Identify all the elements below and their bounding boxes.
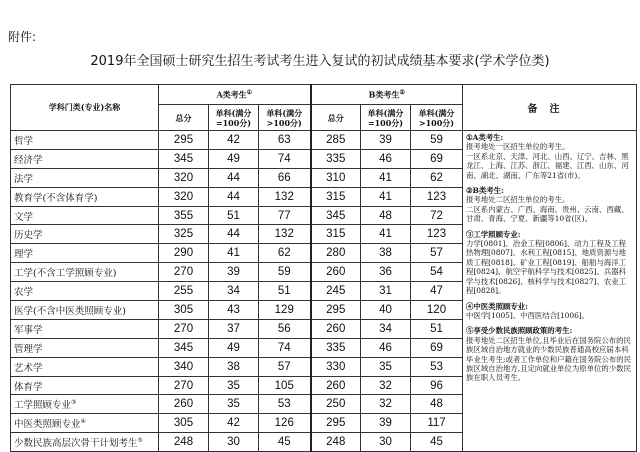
score-a-total: 340 [159,357,209,376]
score-a-low: 38 [209,357,259,376]
header-a-total: 总分 [159,105,209,131]
score-a-total: 345 [159,338,209,357]
subject-label: 医学(不含中医类照顾专业) [14,305,126,317]
score-b-low: 40 [361,301,411,320]
score-b-high: 45 [411,433,463,452]
score-a-low: 39 [209,263,259,282]
score-a-high: 77 [259,206,311,225]
score-b-low: 38 [361,244,411,263]
score-b-total: 315 [311,225,361,244]
score-b-low: 32 [361,376,411,395]
score-a-low: 44 [209,187,259,206]
score-a-high: 63 [259,131,311,150]
header-a-single-low: 单科(满分=100分) [209,105,259,131]
score-b-high: 51 [411,319,463,338]
score-a-total: 270 [159,376,209,395]
score-b-high: 123 [411,225,463,244]
score-b-low: 34 [361,319,411,338]
score-b-low: 41 [361,187,411,206]
score-b-high: 54 [411,263,463,282]
subject-cell [11,206,159,225]
note-line: 力学[0801]、冶金工程[0806]、动力工程及工程热物理[0807]、水利工程[0815]、地质资源与地质工程[0818]、矿业工程[0819]、船舶与海洋工程[0824]、航空宇航科学与技术[0825]、兵器科学与技术[0826]、核科学与技术[0827]、农业工程[0828]。 [466,239,627,296]
note-line: 二区系内蒙古、广西、海南、贵州、云南、西藏、甘肃、青海、宁夏、新疆等10省(区)。 [466,204,629,224]
subject-label: 中医类照顾专业 [14,419,81,431]
subject-cell [11,187,159,206]
score-b-high: 96 [411,376,463,395]
score-b-high: 117 [411,414,463,433]
page-title: 2019年全国硕士研究生招生考试考生进入复试的初试成绩基本要求(学术学位类) [90,54,550,69]
score-a-total: 305 [159,301,209,320]
score-b-high: 59 [411,131,463,150]
score-b-low: 32 [361,395,411,414]
score-b-high: 123 [411,187,463,206]
score-a-total: 345 [159,149,209,168]
score-a-low: 44 [209,168,259,187]
subject-label: 军事学 [14,324,43,336]
score-a-high: 66 [259,168,311,187]
score-a-high: 105 [259,376,311,395]
score-b-total: 285 [311,131,361,150]
subject-cell [11,395,159,414]
score-b-high: 48 [411,395,463,414]
score-b-low: 41 [361,225,411,244]
subject-label: 教育学(不含体育学) [14,192,98,204]
header-subject: 学科门类(专业)名称 [11,85,159,131]
score-b-total: 310 [311,168,361,187]
subject-label: 工学(不含工学照顾专业) [14,268,117,280]
score-b-total: 260 [311,376,361,395]
score-b-low: 30 [361,433,411,452]
score-b-low: 46 [361,338,411,357]
header-group-b: B类考生② [311,85,463,105]
subject-cell [11,433,159,452]
subject-label: 法学 [14,173,34,185]
score-b-high: 120 [411,301,463,320]
subject-footnote-mark: ⑤ [137,437,143,445]
note-block [466,133,633,180]
subject-cell [11,263,159,282]
subject-cell [11,319,159,338]
score-a-total: 305 [159,414,209,433]
score-b-high: 69 [411,338,463,357]
score-b-total: 335 [311,149,361,168]
subject-cell [11,301,159,320]
subject-label: 历史学 [14,230,43,242]
note-block [466,230,633,296]
score-a-high: 132 [259,225,311,244]
score-a-total: 270 [159,319,209,338]
header-b-single-high: 单科(满分>100分) [411,105,463,131]
note-line: 报考地处二区招生单位,且毕业后在国务院公布的民族区域自治地方就业的少数民族普通高校应届本科毕业生考生;或者工作单位和户籍在国务院公布的民族区域自治地方,且定向就业单位为原单位的少数民族在职人员考生。 [466,335,632,383]
note-line: 报考地处二区招生单位的考生。 [466,195,570,205]
score-b-total: 250 [311,395,361,414]
subject-label: 理学 [14,249,34,261]
score-a-high: 132 [259,187,311,206]
notes-cell [463,131,637,452]
score-b-low: 48 [361,206,411,225]
subject-label: 工学照顾专业 [14,400,72,412]
score-b-low: 41 [361,168,411,187]
score-a-total: 248 [159,433,209,452]
score-table [10,84,637,452]
subject-cell [11,131,159,150]
score-b-total: 248 [311,433,361,452]
score-a-low: 35 [209,395,259,414]
score-a-low: 34 [209,282,259,301]
score-a-high: 45 [259,433,311,452]
score-b-low: 39 [361,131,411,150]
score-a-total: 260 [159,395,209,414]
subject-cell [11,168,159,187]
note-block [466,302,633,321]
header-b-single-low: 单科(满分=100分) [361,105,411,131]
score-b-high: 62 [411,168,463,187]
subject-label: 经济学 [14,154,43,166]
score-a-high: 56 [259,319,311,338]
score-b-total: 330 [311,357,361,376]
score-a-total: 270 [159,263,209,282]
subject-footnote-mark: ③ [71,399,77,407]
subject-cell [11,282,159,301]
subject-cell [11,149,159,168]
score-b-total: 260 [311,263,361,282]
score-a-low: 43 [209,301,259,320]
subject-label: 少数民族高层次骨干计划考生 [14,438,138,450]
score-a-high: 74 [259,338,311,357]
score-a-total: 320 [159,168,209,187]
score-b-low: 35 [361,357,411,376]
score-a-total: 325 [159,225,209,244]
score-a-total: 255 [159,282,209,301]
subject-label: 艺术学 [14,362,43,374]
score-b-high: 47 [411,282,463,301]
note-title: ①A类考生: [466,133,504,142]
score-a-total: 295 [159,131,209,150]
note-title: ③工学照顾专业: [466,229,521,239]
score-b-total: 335 [311,338,361,357]
score-a-low: 41 [209,244,259,263]
note-line: 中医学[1005]、中西医结合[1006]。 [466,310,590,320]
subject-footnote-mark: ④ [80,418,86,426]
score-a-low: 35 [209,376,259,395]
score-b-low: 36 [361,263,411,282]
subject-label: 文学 [14,211,34,223]
score-b-total: 295 [311,301,361,320]
score-a-low: 30 [209,433,259,452]
subject-cell [11,376,159,395]
score-a-high: 53 [259,395,311,414]
score-b-low: 31 [361,282,411,301]
score-b-total: 260 [311,319,361,338]
score-b-low: 46 [361,149,411,168]
score-a-total: 320 [159,187,209,206]
score-b-high: 72 [411,206,463,225]
score-a-high: 57 [259,357,311,376]
score-b-total: 280 [311,244,361,263]
score-a-low: 42 [209,414,259,433]
score-b-total: 295 [311,414,361,433]
score-a-low: 37 [209,319,259,338]
subject-label: 农学 [14,287,34,299]
score-b-high: 69 [411,149,463,168]
note-block [466,186,633,224]
subject-cell [11,338,159,357]
note-block [466,326,633,382]
subject-label: 哲学 [14,135,34,147]
note-title: ②B类考生: [466,186,504,196]
subject-label: 体育学 [14,381,43,393]
subject-cell [11,244,159,263]
score-a-total: 290 [159,244,209,263]
subject-label: 管理学 [14,343,43,355]
score-a-total: 355 [159,206,209,225]
header-a-single-high: 单科(满分>100分) [259,105,311,131]
score-a-high: 126 [259,414,311,433]
note-line: 一区系北京、天津、河北、山西、辽宁、吉林、黑龙江、上海、江苏、浙江、福建、江西、山东、河南、湖北、湖南、广东等21省(市)。 [466,151,629,180]
note-title: ⑤享受少数民族照顾政策的考生: [466,326,573,336]
header-notes: 备注 [463,85,637,131]
header-group-a: A类考生① [159,85,311,105]
table-row [11,131,637,150]
score-a-high: 74 [259,149,311,168]
score-a-high: 129 [259,301,311,320]
score-a-high: 62 [259,244,311,263]
score-b-total: 245 [311,282,361,301]
score-a-low: 44 [209,225,259,244]
score-a-high: 51 [259,282,311,301]
score-a-low: 49 [209,149,259,168]
score-a-low: 42 [209,131,259,150]
subject-cell [11,225,159,244]
score-a-low: 49 [209,338,259,357]
score-b-low: 39 [361,414,411,433]
score-a-low: 51 [209,206,259,225]
score-a-high: 59 [259,263,311,282]
header-b-total: 总分 [311,105,361,131]
subject-cell [11,414,159,433]
score-b-total: 345 [311,206,361,225]
score-b-high: 57 [411,244,463,263]
score-b-high: 53 [411,357,463,376]
note-line: 报考地处一区招生单位的考生。 [466,142,570,152]
note-title: ④中医类照顾专业: [466,301,528,311]
score-b-total: 315 [311,187,361,206]
attachment-label: 附件: [8,30,37,44]
subject-cell [11,357,159,376]
